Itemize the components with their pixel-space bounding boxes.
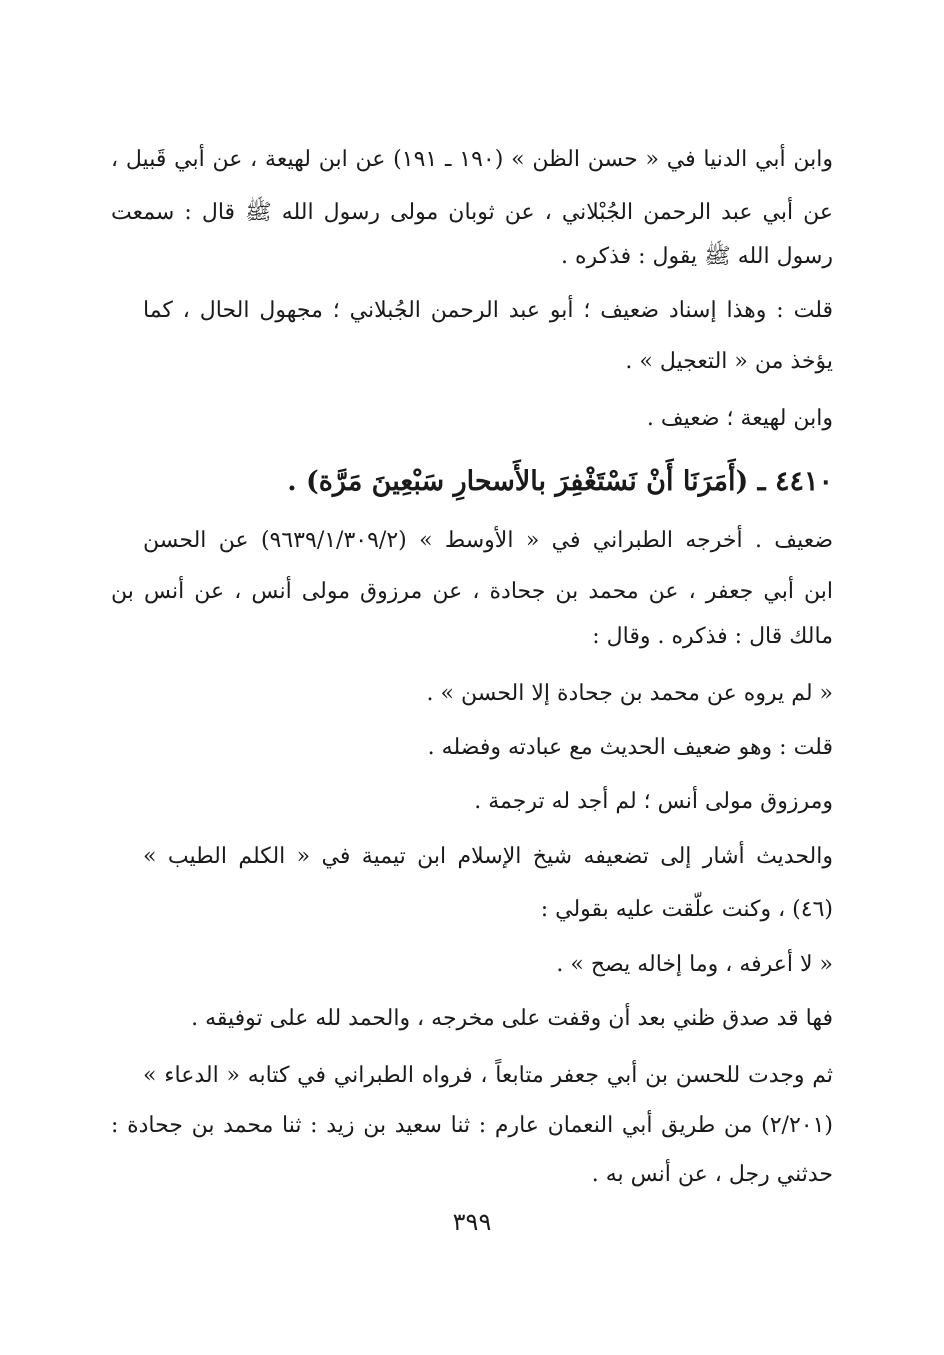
text-line-3: رسول الله ﷺ يقول : فذكره . [560,244,833,269]
text-line-19: (٢/٢٠١) من طريق أبي النعمان عارم : ثنا سعيد بن زيد : ثنا محمد بن جحادة : [111,1113,833,1138]
hadith-heading: ٤٤١٠ ـ (أَمَرَنَا أَنْ نَسْتَغْفِرَ بالأَسحارِ سَبْعِينَ مَرَّة) . [287,466,833,497]
text-line-20: حدثني رجل ، عن أنس به . [591,1162,833,1187]
text-line-16: « لا أعرفه ، وما إخاله يصح » . [556,952,833,977]
page-number: ٣٩٩ [452,1208,492,1236]
text-line-1: وابن أبي الدنيا في « حسن الظن » (١٩٠ ـ ١٩١) عن ابن لهيعة ، عن أبي قَبيل ، [111,147,833,172]
text-line-9: ابن أبي جعفر ، عن محمد بن جحادة ، عن مرزوق مولى أنس ، عن أنس بن [111,579,833,604]
text-line-10: مالك قال : فذكره . وقال : [592,624,833,649]
text-line-13: ومرزوق مولى أنس ؛ لم أجد له ترجمة . [474,789,833,814]
text-line-5: يؤخذ من « التعجيل » . [625,349,833,374]
text-line-8: ضعيف . أخرجه الطبراني في « الأوسط » (٩٦٣٩/١/٣٠٩/٢) عن الحسن [143,528,833,553]
text-line-14: والحديث أشار إلى تضعيفه شيخ الإسلام ابن تيمية في « الكلم الطيب » [143,844,833,869]
text-line-15: (٤٦) ، وكنت علّقت عليه بقولي : [540,897,833,922]
text-line-2: عن أبي عبد الرحمن الجُبْلاني ، عن ثوبان مولى رسول الله ﷺ قال : سمعت [111,200,833,225]
text-line-4: قلت : وهذا إسناد ضعيف ؛ أبو عبد الرحمن الجُبلاني ؛ مجهول الحال ، كما [143,298,833,323]
text-line-11: « لم يروه عن محمد بن جحادة إلا الحسن » . [426,681,833,706]
text-line-12: قلت : وهو ضعيف الحديث مع عبادته وفضله . [427,735,833,760]
text-line-17: فها قد صدق ظني بعد أن وقفت على مخرجه ، والحمد لله على توفيقه . [191,1006,833,1031]
text-line-18: ثم وجدت للحسن بن أبي جعفر متابعاً ، فرواه الطبراني في كتابه « الدعاء » [143,1063,833,1088]
text-line-6: وابن لهيعة ؛ ضعيف . [646,406,833,431]
